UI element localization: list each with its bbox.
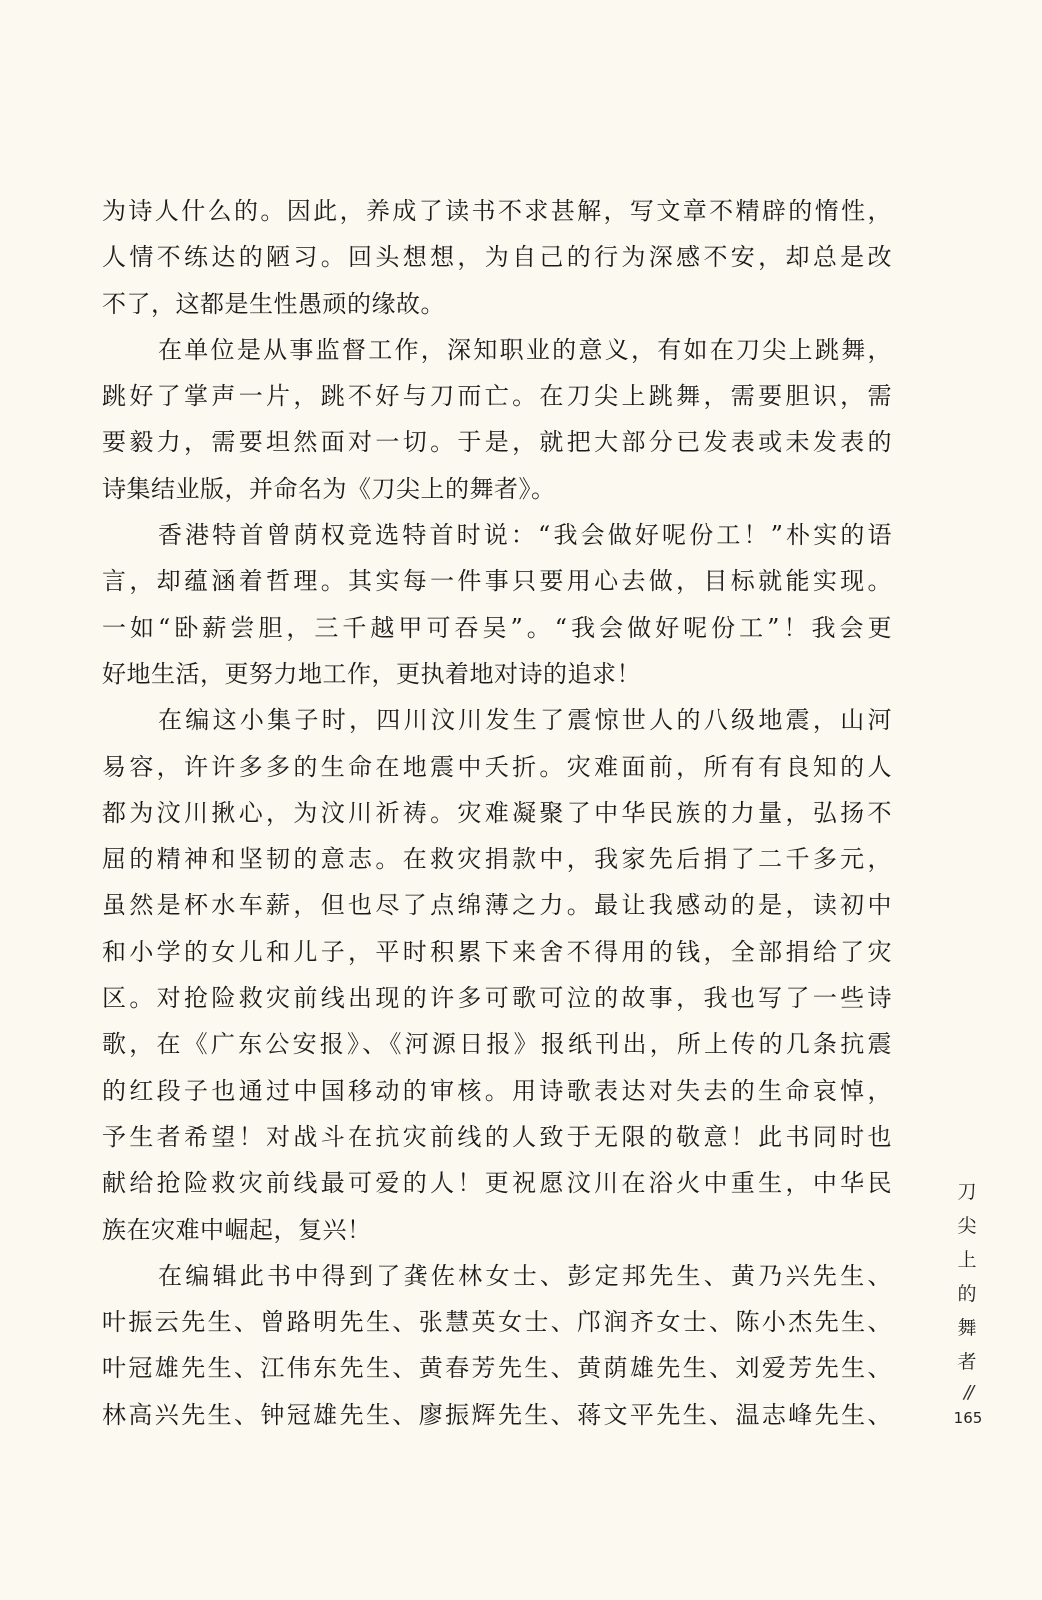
text-line: 歌，在《广东公安报》、《河源日报》报纸刊出，所上传的几条抗震 [102,1030,892,1059]
text-line: 虽然是杯水车薪，但也尽了点绵薄之力。最让我感动的是，读初中 [102,891,892,920]
text-line: 献给抢险救灾前线最可爱的人！更祝愿汶川在浴火中重生，中华民 [102,1169,892,1198]
title-char: 的 [957,1283,977,1305]
text-line: 族在灾难中崛起，复兴！ [102,1215,372,1244]
text-line: 一如“卧薪尝胆，三千越甲可吞吴”。“我会做好呢份工”！我会更 [102,613,892,642]
text-line: 为诗人什么的。因此，养成了读书不求甚解，写文章不精辟的惰性， [102,197,892,225]
text-line: 言，却蕴涵着哲理。其实每一件事只要用心去做，目标就能实现。 [102,567,892,596]
text-line: 叶冠雄先生、江伟东先生、黄春芳先生、黄荫雄先生、刘爱芳先生、 [102,1354,892,1383]
text-line: 的红段子也通过中国移动的审核。用诗歌表达对失去的生命哀悼， [102,1076,892,1105]
text-line: 人情不练达的陋习。回头想想，为自己的行为深感不安，却总是改 [102,243,892,272]
text-line: 不了，这都是生性愚顽的缘故。 [102,289,445,318]
text-line: 诗集结业版，并命名为《刀尖上的舞者》。 [102,474,556,503]
text-line: 好地生活，更努力地工作，更执着地对诗的追求！ [102,659,641,688]
text-line: 和小学的女儿和儿子，平时积累下来舍不得用的钱，全部捐给了灾 [102,937,892,966]
text-line: 予生者希望！对战斗在抗灾前线的人致于无限的敬意！此书同时也 [102,1122,892,1151]
text-line: 在单位是从事监督工作，深知职业的意义，有如在刀尖上跳舞， [158,335,892,364]
text-line: 林高兴先生、钟冠雄先生、廖振辉先生、蒋文平先生、温志峰先生、 [102,1400,892,1429]
text-line: 叶振云先生、曾路明先生、张慧英女士、邝润齐女士、陈小杰先生、 [102,1308,892,1337]
text-line: 在编辑此书中得到了龚佐林女士、彭定邦先生、黄乃兴先生、 [158,1261,892,1290]
text-line: 在编这小集子时，四川汶川发生了震惊世人的八级地震，山河 [158,706,892,735]
title-char: 上 [957,1249,977,1271]
text-line: 香港特首曾荫权竞选特首时说：“我会做好呢份工！”朴实的语 [158,521,892,550]
text-line: 易容，许许多多的生命在地震中夭折。灾难面前，所有有良知的人 [102,752,892,781]
title-char: 尖 [957,1215,977,1237]
separator-mark: // [963,1382,973,1403]
title-char: 刀 [957,1181,977,1203]
running-book-title [952,1175,982,1379]
text-line: 区。对抢险救灾前线出现的许多可歌可泣的故事，我也写了一些诗 [102,984,892,1013]
text-line: 要毅力，需要坦然面对一切。于是，就把大部分已发表或未发表的 [102,428,892,457]
text-line: 都为汶川揪心，为汶川祈祷。灾难凝聚了中华民族的力量，弘扬不 [102,798,892,827]
page-number: 165 [953,1409,983,1427]
title-char: 者 [957,1351,977,1373]
text-line: 屈的精神和坚韧的意志。在救灾捐款中，我家先后捐了二千多元， [102,845,892,874]
body-text [102,188,892,1438]
text-line: 跳好了掌声一片，跳不好与刀而亡。在刀尖上跳舞，需要胆识，需 [102,382,892,411]
title-char: 舞 [957,1317,977,1339]
